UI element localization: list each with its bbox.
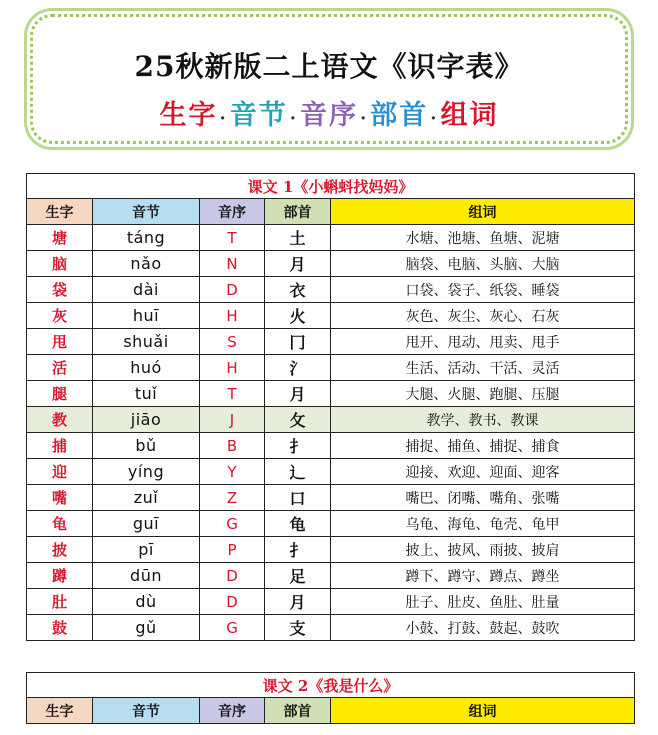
cell-char: 袋 (27, 277, 93, 303)
cell-pinyin: tuǐ (93, 381, 200, 407)
cell-radical: 土 (265, 225, 331, 251)
header-words: 组词 (331, 698, 635, 724)
cell-char: 塘 (27, 225, 93, 251)
cell-char: 鼓 (27, 615, 93, 641)
cell-order: G (200, 511, 265, 537)
cell-order: S (200, 329, 265, 355)
cell-char: 甩 (27, 329, 93, 355)
cell-radical: 辶 (265, 459, 331, 485)
cell-order: T (200, 381, 265, 407)
cell-radical: 攵 (265, 407, 331, 433)
cell-order: Y (200, 459, 265, 485)
subtitle-separator: · (430, 108, 439, 129)
header-radical: 部首 (265, 698, 331, 724)
cell-words: 捕捉、捕鱼、捕捉、捕食 (331, 433, 635, 459)
cell-char: 披 (27, 537, 93, 563)
cell-char: 迎 (27, 459, 93, 485)
cell-words: 乌龟、海龟、龟壳、龟甲 (331, 511, 635, 537)
cell-pinyin: dài (93, 277, 200, 303)
table-row (27, 407, 635, 433)
cell-radical: 月 (265, 381, 331, 407)
cell-radical: 月 (265, 251, 331, 277)
header-char: 生字 (27, 698, 93, 724)
cell-char: 捕 (27, 433, 93, 459)
cell-words: 教学、教书、教课 (331, 407, 635, 433)
table-row (27, 537, 635, 563)
cell-pinyin: pī (93, 537, 200, 563)
cell-pinyin: jiāo (93, 407, 200, 433)
table-row (27, 303, 635, 329)
cell-radical: 氵 (265, 355, 331, 381)
cell-radical: 足 (265, 563, 331, 589)
header-radical: 部首 (265, 199, 331, 225)
header-order: 音序 (200, 698, 265, 724)
table-row (27, 277, 635, 303)
table-row (27, 485, 635, 511)
cell-words: 灰色、灰尘、灰心、石灰 (331, 303, 635, 329)
subtitle-part: 音节 (229, 100, 288, 131)
lesson-1-table (26, 173, 635, 641)
cell-radical: 龟 (265, 511, 331, 537)
table-row (27, 329, 635, 355)
cell-radical: 月 (265, 589, 331, 615)
header-pinyin: 音节 (93, 199, 200, 225)
cell-words: 水塘、池塘、鱼塘、泥塘 (331, 225, 635, 251)
table-row (27, 615, 635, 641)
cell-radical: 扌 (265, 537, 331, 563)
lesson-2-title-row (27, 673, 635, 698)
subtitle-part: 组词 (440, 100, 499, 131)
cell-words: 口袋、袋子、纸袋、睡袋 (331, 277, 635, 303)
subtitle-separator: · (219, 108, 228, 129)
cell-words: 生活、活动、干活、灵活 (331, 355, 635, 381)
cell-order: Z (200, 485, 265, 511)
cell-order: D (200, 589, 265, 615)
cell-radical: 衣 (265, 277, 331, 303)
cell-char: 灰 (27, 303, 93, 329)
header-pinyin: 音节 (93, 698, 200, 724)
table-row (27, 225, 635, 251)
header-words: 组词 (331, 199, 635, 225)
cell-pinyin: táng (93, 225, 200, 251)
lesson-1-rows (27, 225, 635, 641)
page-title: 25秋新版二上语文《识字表》 (134, 50, 524, 83)
cell-order: P (200, 537, 265, 563)
cell-pinyin: yíng (93, 459, 200, 485)
cell-words: 蹲下、蹲守、蹲点、蹲坐 (331, 563, 635, 589)
table-row (27, 589, 635, 615)
lesson-1-title-row (27, 174, 635, 199)
cell-pinyin: zuǐ (93, 485, 200, 511)
cell-order: D (200, 277, 265, 303)
subtitle-part: 音序 (300, 100, 358, 131)
lesson-2-table (26, 672, 635, 724)
cell-char: 腿 (27, 381, 93, 407)
subtitle-separator: · (289, 108, 298, 129)
cell-pinyin: huó (93, 355, 200, 381)
cell-radical: 冂 (265, 329, 331, 355)
cell-order: J (200, 407, 265, 433)
cell-order: D (200, 563, 265, 589)
cell-char: 肚 (27, 589, 93, 615)
cell-order: N (200, 251, 265, 277)
cell-char: 嘴 (27, 485, 93, 511)
cell-char: 脑 (27, 251, 93, 277)
cell-pinyin: guī (93, 511, 200, 537)
cell-words: 披上、披风、雨披、披肩 (331, 537, 635, 563)
table-row (27, 511, 635, 537)
cell-words: 小鼓、打鼓、鼓起、鼓吹 (331, 615, 635, 641)
cell-order: B (200, 433, 265, 459)
subtitle-separator: · (360, 108, 369, 129)
header-char: 生字 (27, 199, 93, 225)
lesson-1-title: 课文 1《小蝌蚪找妈妈》 (27, 174, 635, 199)
cell-char: 教 (27, 407, 93, 433)
table-row (27, 563, 635, 589)
cell-radical: 火 (265, 303, 331, 329)
cell-words: 甩开、甩动、甩卖、甩手 (331, 329, 635, 355)
cell-words: 脑袋、电脑、头脑、大脑 (331, 251, 635, 277)
cell-char: 蹲 (27, 563, 93, 589)
cell-pinyin: bǔ (93, 433, 200, 459)
cell-words: 肚子、肚皮、鱼肚、肚量 (331, 589, 635, 615)
cell-radical: 口 (265, 485, 331, 511)
cell-words: 大腿、火腿、跑腿、压腿 (331, 381, 635, 407)
lesson-1-header-row (27, 199, 635, 225)
cell-order: G (200, 615, 265, 641)
cell-pinyin: gǔ (93, 615, 200, 641)
cell-order: H (200, 303, 265, 329)
table-row (27, 459, 635, 485)
header-order: 音序 (200, 199, 265, 225)
table-row (27, 251, 635, 277)
cell-pinyin: dūn (93, 563, 200, 589)
subtitle-part: 生字 (159, 100, 218, 131)
cell-words: 嘴巴、闭嘴、嘴角、张嘴 (331, 485, 635, 511)
cell-pinyin: shuǎi (93, 329, 200, 355)
table-row (27, 355, 635, 381)
cell-words: 迎接、欢迎、迎面、迎客 (331, 459, 635, 485)
cell-order: T (200, 225, 265, 251)
subtitle (33, 93, 625, 132)
table-row (27, 433, 635, 459)
cell-char: 活 (27, 355, 93, 381)
lesson-2-header-row (27, 698, 635, 724)
subtitle-part: 部首 (370, 100, 429, 131)
cell-order: H (200, 355, 265, 381)
cell-pinyin: dù (93, 589, 200, 615)
cell-char: 龟 (27, 511, 93, 537)
cell-pinyin: nǎo (93, 251, 200, 277)
cell-radical: 扌 (265, 433, 331, 459)
cell-pinyin: huī (93, 303, 200, 329)
title-banner (30, 14, 628, 144)
cell-radical: 支 (265, 615, 331, 641)
lesson-2-title: 课文 2《我是什么》 (27, 673, 635, 698)
table-row (27, 381, 635, 407)
